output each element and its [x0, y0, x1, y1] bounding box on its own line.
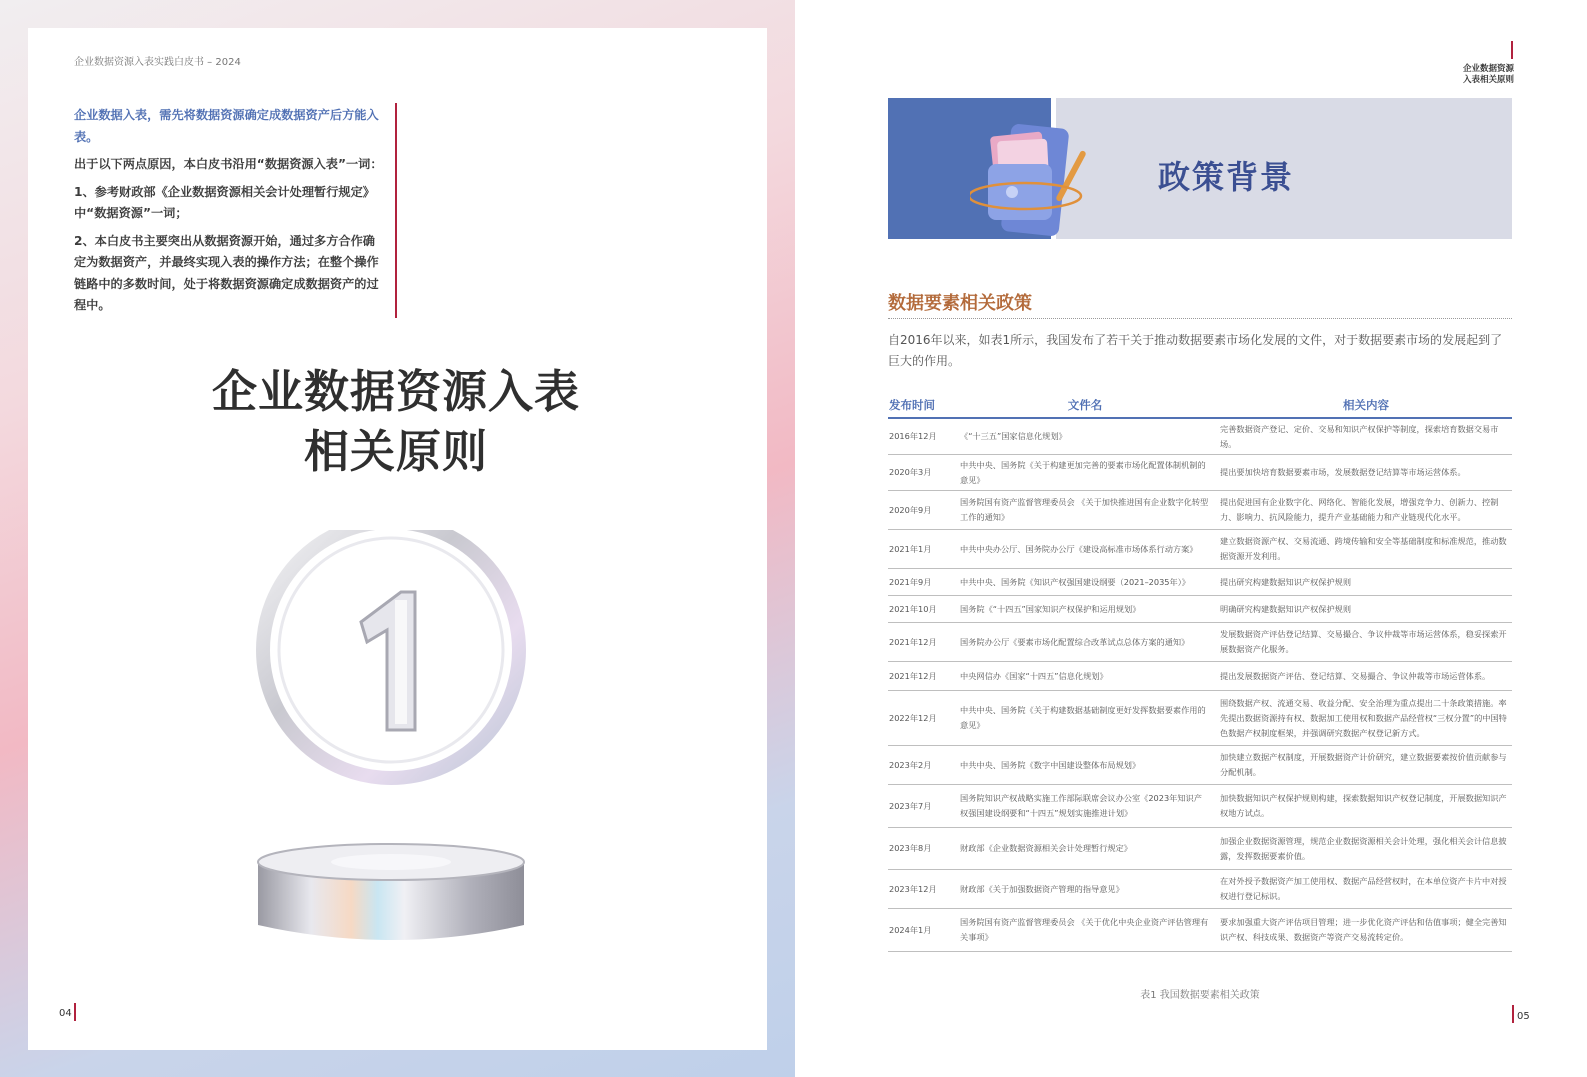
table-header-row [888, 392, 1512, 419]
folder-icon [970, 118, 1100, 246]
running-header [1463, 64, 1514, 86]
table-row [888, 870, 1512, 909]
cell-date: 2021年12月 [889, 670, 937, 681]
cell-date: 2023年2月 [889, 759, 932, 770]
cell-content: 完善数据资产登记、定价、交易和知识产权保护等制度，探索培育数据交易市场。 [1220, 423, 1499, 449]
cell-content: 要求加强重大资产评估项目管理；进一步优化资产评估和估值事项；健全完善知识产权、科技成果、数据资产等资产交易流转定价。 [1220, 917, 1507, 942]
table-row [888, 909, 1512, 952]
table-row [888, 530, 1512, 569]
chapter-title [196, 362, 596, 482]
cell-date: 2021年1月 [889, 543, 932, 554]
table-row [888, 455, 1512, 491]
section-divider [888, 318, 1512, 319]
cell-content: 明确研究构建数据知识产权保护规则 [1220, 603, 1352, 614]
chapter-number-illustration [255, 530, 545, 970]
table-row [888, 691, 1512, 746]
cell-file: 中央网信办《国家“十四五”信息化规划》 [960, 670, 1108, 681]
cell-date: 2021年10月 [889, 603, 937, 614]
table-row [888, 569, 1512, 596]
table-row [888, 623, 1512, 662]
section-title: 数据要素相关政策 [888, 293, 1032, 314]
cell-content: 加快建立数据产权制度，开展数据资产计价研究，建立数据要素按价值贡献参与分配机制。 [1220, 752, 1507, 777]
cell-file: 国务院国有资产监督管理委员会 《关于加快推进国有企业数字化转型工作的通知》 [960, 497, 1209, 522]
running-header-line-2: 入表相关原则 [1462, 75, 1514, 85]
cell-date: 2021年12月 [889, 636, 937, 647]
cell-file: 中共中央、国务院《知识产权强国建设纲要（2021–2035年）》 [960, 576, 1190, 587]
table-row [888, 491, 1512, 530]
cell-date: 2020年3月 [889, 467, 932, 477]
cell-file: 财政部《企业数据资源相关会计处理暂行规定》 [960, 843, 1132, 853]
cell-file: 国务院办公厅《要素市场化配置综合改革试点总体方案的通知》 [960, 636, 1190, 647]
cell-file: 财政部《关于加强数据资产管理的指导意见》 [960, 883, 1124, 894]
column-header-file: 文件名 [1067, 397, 1103, 412]
cell-file: 国务院《“十四五”国家知识产权保护和运用规划》 [960, 603, 1141, 614]
table-row [888, 662, 1512, 691]
cell-file: 中共中央、国务院《关于构建数据基础制度更好发挥数据要素作用的意见》 [960, 705, 1206, 730]
table-row [888, 785, 1512, 828]
table-row [888, 596, 1512, 623]
cell-content: 加快数据知识产权保护规则构建，探索数据知识产权登记制度，开展数据知识产权地方试点。 [1220, 793, 1507, 818]
running-header: 企业数据资源入表实践白皮书 – 2024 [74, 57, 241, 68]
cell-date: 2021年9月 [889, 576, 932, 587]
intro-point-2: 2、本白皮书主要突出从数据资源开始，通过多方合作确定为数据资产，并最终实现入表的操作方法；在整个操作链路中的多数时间，处于将数据资源确定成数据资产的过程中。 [74, 233, 379, 312]
policy-table [888, 392, 1512, 952]
cell-date: 2020年9月 [889, 504, 932, 515]
table-caption: 表1 我国数据要素相关政策 [1140, 990, 1260, 1001]
chapter-title-line-2: 相关原则 [303, 425, 488, 478]
cell-content: 建立数据资源产权、交易流通、跨境传输和安全等基础制度和标准规范，推动数据资源开发利用。 [1220, 536, 1507, 561]
page-number: 04 [59, 1008, 72, 1019]
table-row [888, 828, 1512, 870]
cell-content: 围绕数据产权、流通交易、收益分配、安全治理为重点提出二十条政策措施。率先提出数据资源持有权、数据加工使用权和数据产品经营权“三权分置”的中国特色数据产权制度框架，并强调研究数据产权登记新方式。 [1220, 697, 1507, 738]
intro-divider [395, 103, 397, 318]
cell-content: 发展数据资产评估登记结算、交易撮合、争议仲裁等市场运营体系，稳妥探索开展数据资产化服务。 [1220, 629, 1507, 654]
cell-date: 2023年7月 [889, 800, 932, 811]
page-number-marker [1512, 1005, 1514, 1023]
cell-date: 2023年8月 [889, 843, 932, 853]
page-number: 05 [1517, 1011, 1530, 1022]
cell-file: 中共中央、国务院《关于构建更加完善的要素市场化配置体制机制的意见》 [960, 459, 1206, 485]
column-header-content: 相关内容 [1343, 397, 1389, 412]
cell-date: 2016年12月 [889, 431, 937, 441]
cell-file: 中共中央、国务院《数字中国建设整体布局规划》 [960, 759, 1141, 770]
cell-content: 加强企业数据资源管理，规范企业数据资源相关会计处理，强化相关会计信息披露，发挥数据要素价值。 [1220, 835, 1507, 861]
intro-block [74, 105, 386, 323]
intro-lead: 企业数据入表，需先将数据资源确定成数据资产后方能入表。 [74, 108, 379, 144]
table-row [888, 419, 1512, 455]
cell-file: 国务院知识产权战略实施工作部际联席会议办公室《2023年知识产权强国建设纲要和“十四五”规划实施推进计划》 [960, 793, 1202, 818]
running-header-line-1: 企业数据资源 [1462, 64, 1514, 74]
cell-content: 提出要加快培育数据要素市场，发展数据登记结算等市场运营体系。 [1220, 467, 1466, 477]
cell-content: 提出促进国有企业数字化、网络化、智能化发展，增强竞争力、创新力、控制力、影响力、抗风险能力，提升产业基础能力和产业链现代化水平。 [1220, 497, 1499, 522]
cell-content: 提出研究构建数据知识产权保护规则 [1220, 576, 1352, 587]
column-header-date: 发布时间 [889, 397, 935, 412]
banner-title: 政策背景 [1158, 158, 1295, 196]
cell-content: 在对外授予数据资产加工使用权、数据产品经营权时，在本单位资产卡片中对授权进行登记标识。 [1220, 876, 1507, 901]
table-row [888, 746, 1512, 785]
cell-file: 国务院国有资产监督管理委员会 《关于优化中央企业资产评估管理有关事项》 [960, 917, 1209, 942]
intro-line: 出于以下两点原因，本白皮书沿用“数据资源入表”一词： [74, 157, 383, 171]
header-marker [1511, 41, 1513, 59]
cell-content: 提出发展数据资产评估、登记结算、交易撮合、争议仲裁等市场运营体系。 [1220, 670, 1491, 681]
cell-date: 2024年1月 [889, 924, 932, 935]
cell-date: 2023年12月 [889, 883, 937, 894]
chapter-title-line-1: 企业数据资源入表 [211, 365, 580, 418]
cell-file: 中共中央办公厅、国务院办公厅《建设高标准市场体系行动方案》 [960, 543, 1198, 554]
cell-date: 2022年12月 [889, 712, 937, 723]
intro-point-1: 1、参考财政部《企业数据资源相关会计处理暂行规定》中“数据资源”一词； [74, 184, 375, 220]
section-paragraph: 自2016年以来，如表1所示，我国发布了若干关于推动数据要素市场化发展的文件，对于数据要素市场的发展起到了巨大的作用。 [888, 333, 1503, 368]
cell-file: 《“十三五”国家信息化规划》 [960, 431, 1067, 441]
page-number-marker [74, 1003, 76, 1021]
